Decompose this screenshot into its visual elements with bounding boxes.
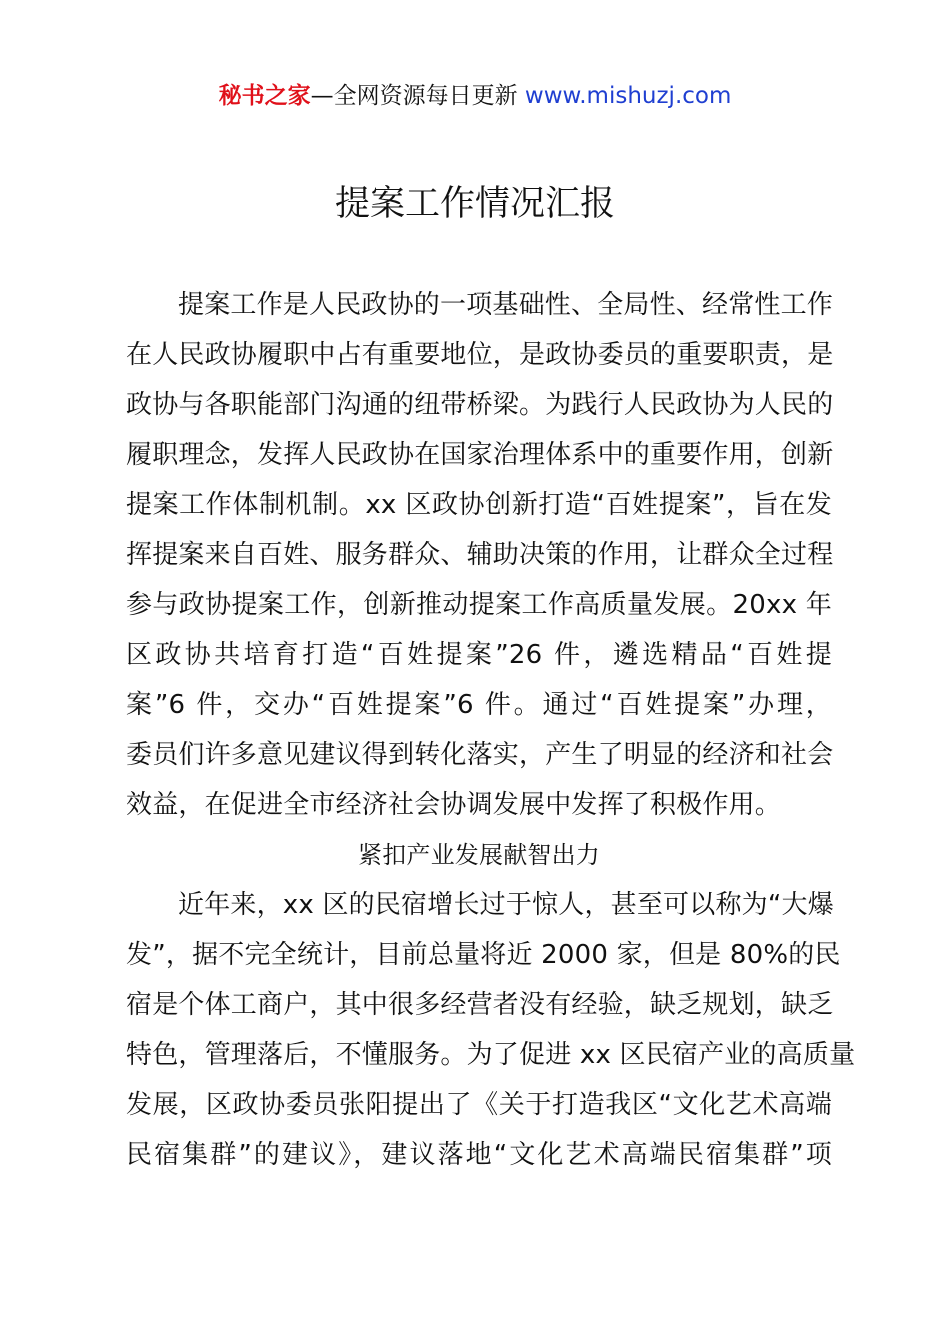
paragraph-line: 参与政协提案工作，创新推动提案工作高质量发展。20xx 年: [126, 590, 832, 620]
paragraph-line: 民宿集群”的建议》，建议落地“文化艺术高端民宿集群”项: [126, 1140, 832, 1170]
paragraph-line: 挥提案来自百姓、服务群众、辅助决策的作用，让群众全过程: [126, 540, 834, 570]
site-tagline: —全网资源每日更新: [310, 83, 525, 109]
paragraph-line: 发”，据不完全统计，目前总量将近 2000 家，但是 80%的民: [126, 940, 841, 970]
paragraph-line: 委员们许多意见建议得到转化落实，产生了明显的经济和社会: [126, 740, 834, 770]
site-url[interactable]: www.mishuzj.com: [524, 83, 732, 109]
document-title: 提案工作情况汇报: [334, 184, 615, 224]
paragraph-line: 区政协共培育打造“百姓提案”26 件，遴选精品“百姓提: [126, 640, 832, 670]
site-brand: 秘书之家: [218, 83, 311, 109]
paragraph-line: 发展，区政协委员张阳提出了《关于打造我区“文化艺术高端: [126, 1090, 832, 1120]
paragraph-line: 提案工作是人民政协的一项基础性、全局性、经常性工作: [178, 290, 834, 320]
paragraph-line: 政协与各职能部门沟通的纽带桥梁。为践行人民政协为人民的: [126, 390, 834, 420]
paragraph-line: 宿是个体工商户，其中很多经营者没有经验，缺乏规划，缺乏: [126, 990, 834, 1020]
paragraph-line: 效益，在促进全市经济社会协调发展中发挥了积极作用。: [126, 790, 782, 820]
paragraph-line: 近年来，xx 区的民宿增长过于惊人，甚至可以称为“大爆: [178, 890, 834, 920]
paragraph-line: 特色，管理落后，不懂服务。为了促进 xx 区民宿产业的高质量: [126, 1040, 856, 1070]
section-heading: 紧扣产业发展献智出力: [358, 841, 600, 869]
site-header: [0, 80, 950, 112]
paragraph-line: 在人民政协履职中占有重要地位，是政协委员的重要职责，是: [126, 340, 834, 370]
paragraph-line: 提案工作体制机制。xx 区政协创新打造“百姓提案”，旨在发: [126, 490, 832, 520]
paragraph-line: 案”6 件，交办“百姓提案”6 件。通过“百姓提案”办理，: [126, 690, 832, 720]
document-body: [126, 280, 856, 1180]
paragraph-line: 履职理念，发挥人民政协在国家治理体系中的重要作用，创新: [126, 440, 834, 470]
